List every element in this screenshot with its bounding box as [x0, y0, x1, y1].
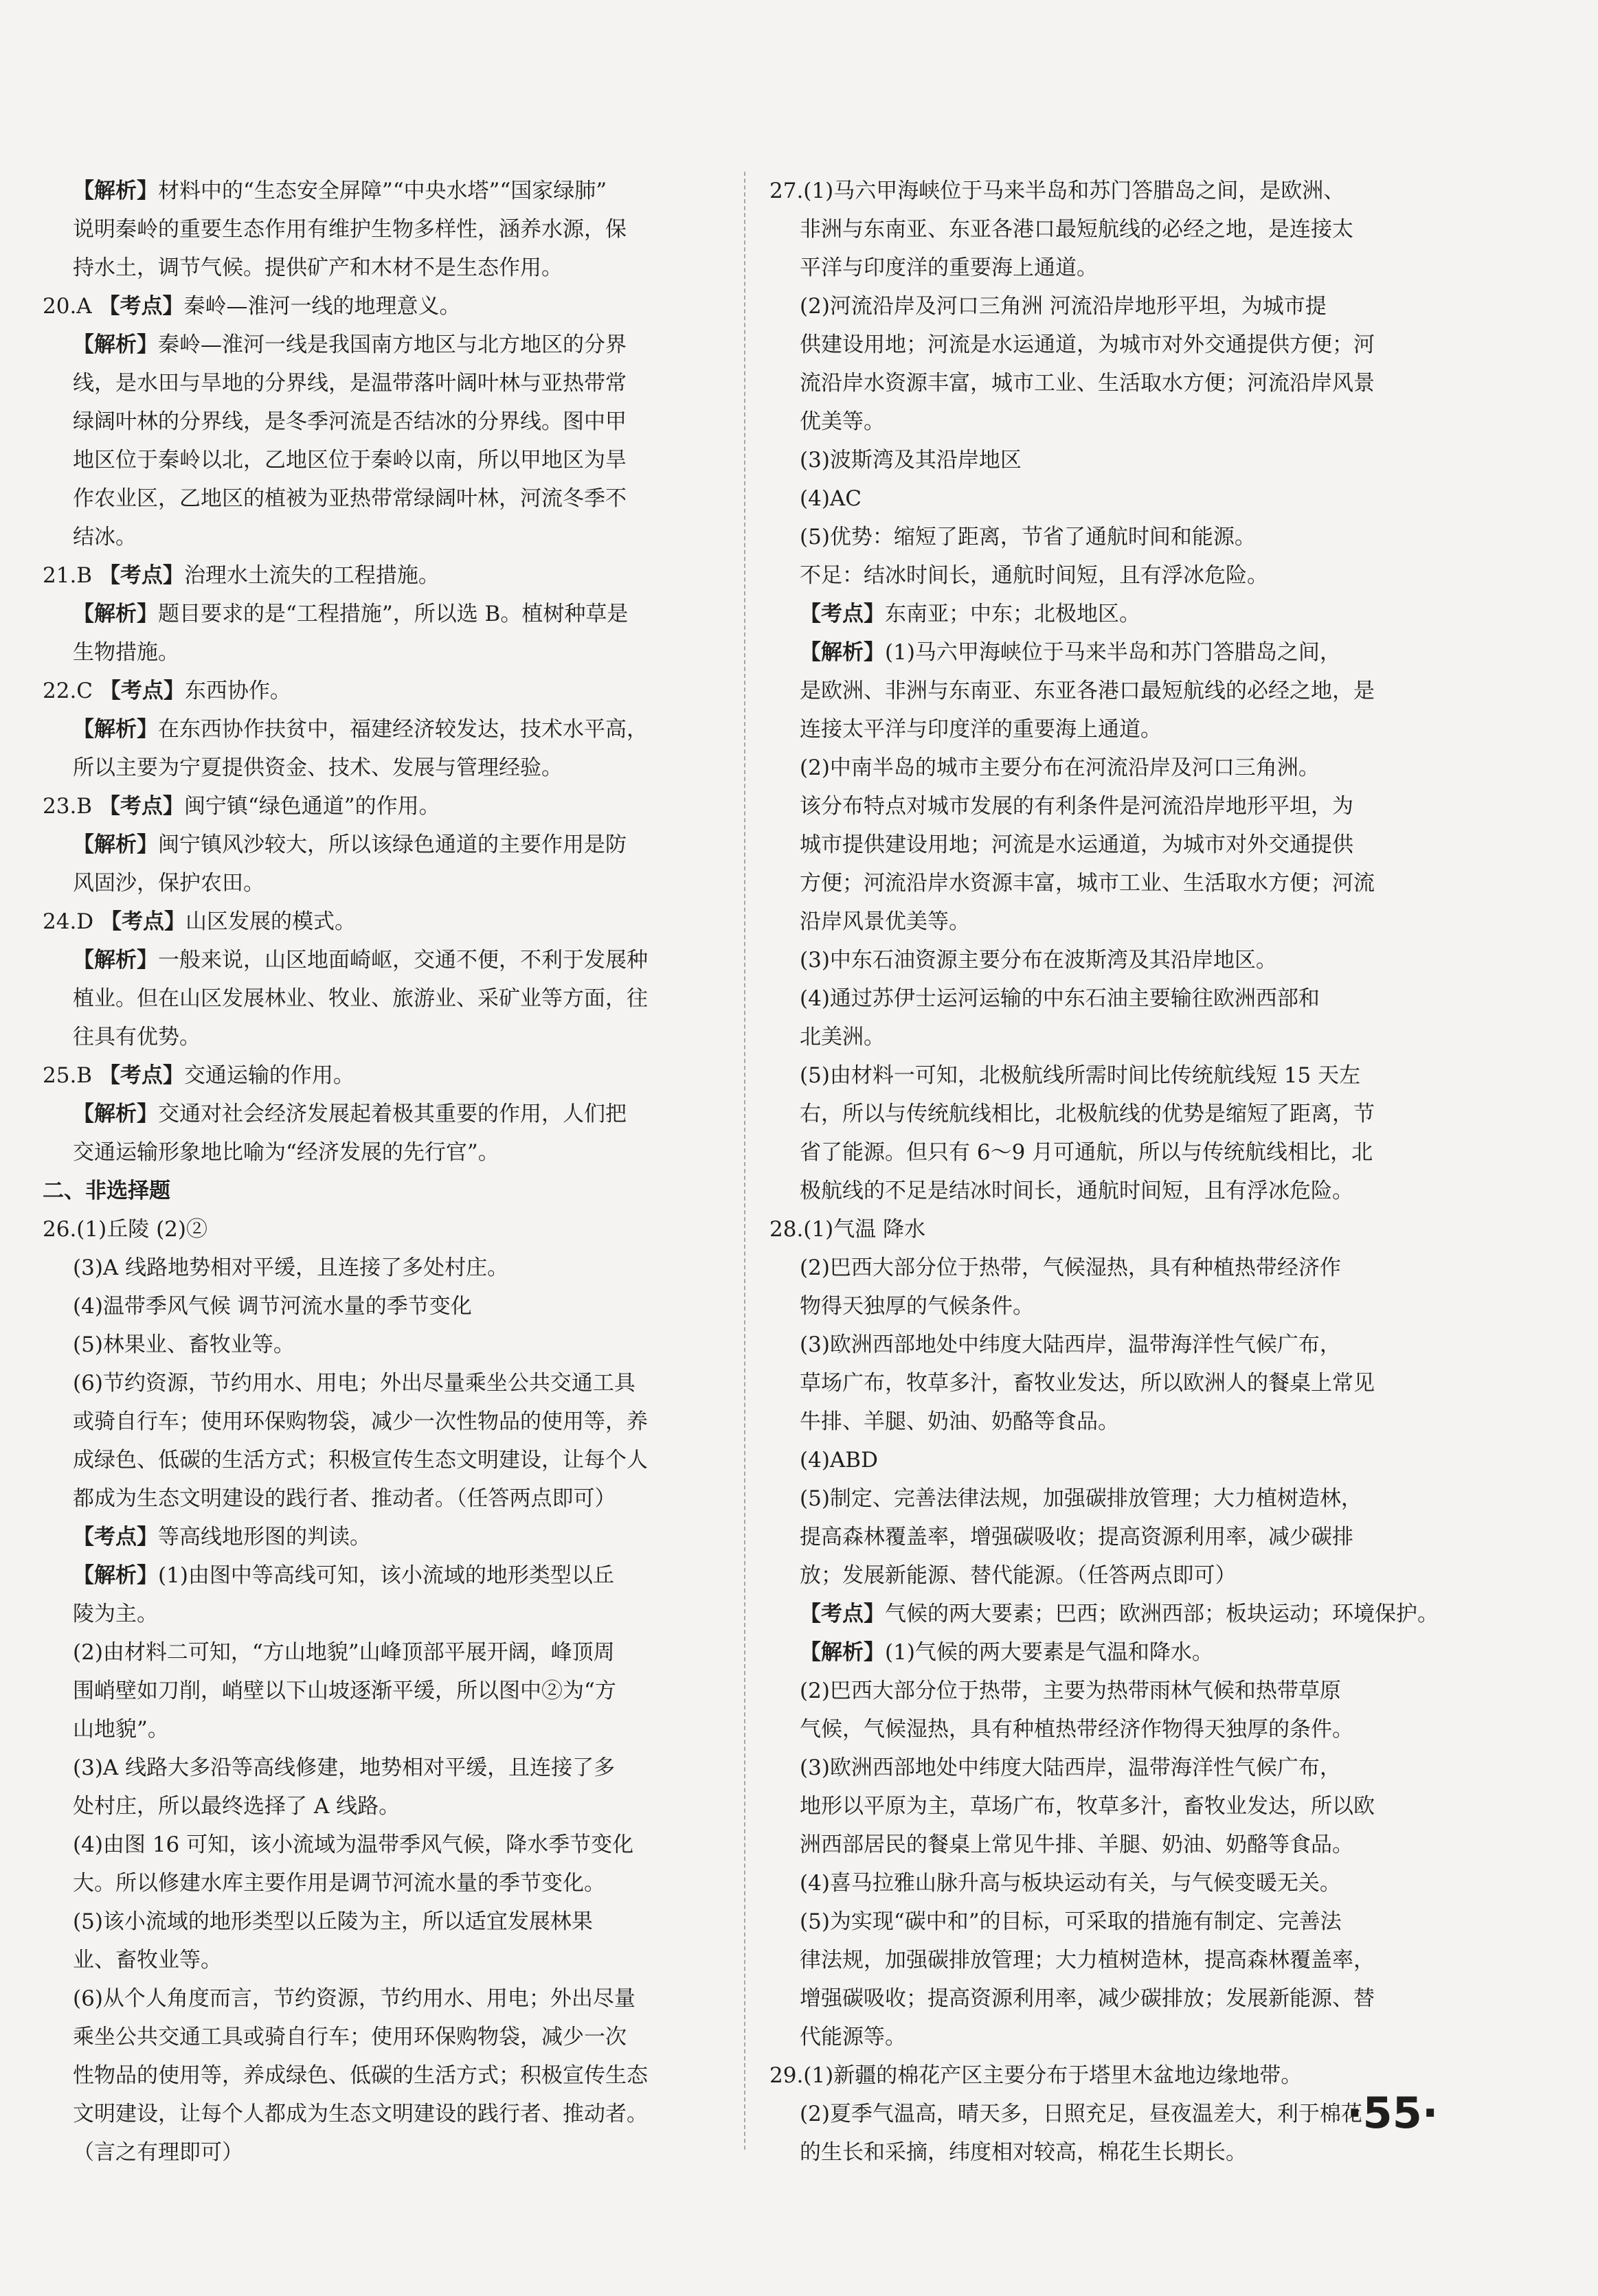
- text-line: 风固沙，保护农田。: [73, 871, 265, 896]
- text-line: 【解析】题目要求的是“工程措施”，所以选 B。植树种草是: [73, 602, 629, 626]
- text-line: 代能源等。: [800, 2025, 906, 2049]
- text-line: 结冰。: [73, 525, 137, 549]
- text-line: 乘坐公共交通工具或骑自行车；使用环保购物袋，减少一次: [73, 2025, 627, 2049]
- text-line: 植业。但在山区发展林业、牧业、旅游业、采矿业等方面，往: [73, 986, 648, 1011]
- text-line: 右，所以与传统航线相比，北极航线的优势是缩短了距离，节: [800, 1102, 1375, 1126]
- text-line: 25.B 【考点】交通运输的作用。: [43, 1063, 355, 1088]
- text-line: 26.(1)丘陵 (2)②: [43, 1217, 207, 1242]
- text-line: 优美等。: [800, 409, 885, 434]
- text-line: (4)由图 16 可知，该小流域为温带季风气候，降水季节变化: [73, 1832, 634, 1857]
- text-line: 说明秦岭的重要生态作用有维护生物多样性，涵养水源，保: [73, 217, 627, 242]
- text-line: 草场广布，牧草多汁，畜牧业发达，所以欧洲人的餐桌上常见: [800, 1371, 1375, 1396]
- text-line: 二、非选择题: [43, 1179, 170, 1203]
- text-line: 都成为生态文明建设的践行者、推动者。（任答两点即可）: [73, 1486, 616, 1511]
- text-line: 作农业区，乙地区的植被为亚热带常绿阔叶林，河流冬季不: [73, 486, 627, 511]
- text-line: 23.B 【考点】闽宁镇“绿色通道”的作用。: [43, 794, 440, 819]
- text-line: 【解析】在东西协作扶贫中，福建经济较发达，技术水平高，: [73, 717, 648, 742]
- text-line: 【考点】东南亚；中东；北极地区。: [800, 602, 1140, 626]
- text-line: 不足：结冰时间长，通航时间短，且有浮冰危险。: [800, 563, 1268, 588]
- column-divider: [744, 172, 745, 2150]
- text-line: (2)河流沿岸及河口三角洲 河流沿岸地形平坦，为城市提: [800, 294, 1327, 319]
- text-line: (5)该小流域的地形类型以丘陵为主，所以适宜发展林果: [73, 1909, 593, 1934]
- text-line: 平洋与印度洋的重要海上通道。: [800, 255, 1098, 280]
- text-line: 极航线的不足是结冰时间长，通航时间短，且有浮冰危险。: [800, 1179, 1353, 1203]
- left-column: [43, 172, 730, 2172]
- text-line: 或骑自行车；使用环保购物袋，减少一次性物品的使用等，养: [73, 1409, 648, 1434]
- text-line: 是欧洲、非洲与东南亚、东亚各港口最短航线的必经之地，是: [800, 679, 1375, 703]
- text-line: 流沿岸水资源丰富，城市工业、生活取水方便；河流沿岸风景: [800, 371, 1375, 396]
- text-line: (4)ABD: [800, 1448, 878, 1473]
- text-line: (3)中东石油资源主要分布在波斯湾及其沿岸地区。: [800, 948, 1277, 973]
- text-line: （言之有理即可）: [73, 2140, 243, 2165]
- text-line: 洲西部居民的餐桌上常见牛排、羊腿、奶油、奶酪等食品。: [800, 1832, 1353, 1857]
- text-line: 物得天独厚的气候条件。: [800, 1294, 1034, 1319]
- text-line: 连接太平洋与印度洋的重要海上通道。: [800, 717, 1162, 742]
- text-line: 北美洲。: [800, 1025, 885, 1049]
- text-line: 地形以平原为主，草场广布，牧草多汁，畜牧业发达，所以欧: [800, 1794, 1375, 1819]
- text-line: 往具有优势。: [73, 1025, 201, 1049]
- text-line: 【解析】秦岭—淮河一线是我国南方地区与北方地区的分界: [73, 332, 627, 357]
- text-line: 沿岸风景优美等。: [800, 909, 970, 934]
- text-line: 律法规，加强碳排放管理；大力植树造林，提高森林覆盖率，: [800, 1948, 1375, 1973]
- right-column: [769, 172, 1463, 2172]
- text-line: 气候，气候湿热，具有种植热带经济作物得天独厚的条件。: [800, 1717, 1353, 1742]
- text-line: 放；发展新能源、替代能源。（任答两点即可）: [800, 1563, 1237, 1588]
- text-line: 线，是水田与旱地的分界线，是温带落叶阔叶林与亚热带常: [73, 371, 627, 396]
- text-line: 【解析】一般来说，山区地面崎岖，交通不便，不利于发展种: [73, 948, 648, 973]
- text-line: 28.(1)气温 降水: [769, 1217, 926, 1242]
- text-line: 大。所以修建水库主要作用是调节河流水量的季节变化。: [73, 1871, 605, 1896]
- text-line: 所以主要为宁夏提供资金、技术、发展与管理经验。: [73, 755, 563, 780]
- text-line: (4)温带季风气候 调节河流水量的季节变化: [73, 1294, 472, 1319]
- text-line: 成绿色、低碳的生活方式；积极宣传生态文明建设，让每个人: [73, 1448, 648, 1473]
- text-line: 性物品的使用等，养成绿色、低碳的生活方式；积极宣传生态: [73, 2063, 648, 2088]
- text-line: (3)波斯湾及其沿岸地区: [800, 448, 1022, 473]
- text-line: 24.D 【考点】山区发展的模式。: [43, 909, 357, 934]
- text-line: 29.(1)新疆的棉花产区主要分布于塔里木盆地边缘地带。: [769, 2063, 1303, 2088]
- text-line: 陵为主。: [73, 1602, 158, 1626]
- text-line: (4)喜马拉雅山脉升高与板块运动有关，与气候变暖无关。: [800, 1871, 1341, 1896]
- text-line: 山地貌”。: [73, 1717, 169, 1742]
- text-line: 的生长和采摘，纬度相对较高，棉花生长期长。: [800, 2140, 1247, 2165]
- text-line: 供建设用地；河流是水运通道，为城市对外交通提供方便；河: [800, 332, 1375, 357]
- text-line: 该分布特点对城市发展的有利条件是河流沿岸地形平坦，为: [800, 794, 1353, 819]
- text-line: (2)巴西大部分位于热带，主要为热带雨林气候和热带草原: [800, 1679, 1341, 1703]
- text-line: 21.B 【考点】治理水土流失的工程措施。: [43, 563, 440, 588]
- text-line: 增强碳吸收；提高资源利用率，减少碳排放；发展新能源、替: [800, 1986, 1375, 2011]
- text-line: (3)欧洲西部地处中纬度大陆西岸，温带海洋性气候广布，: [800, 1332, 1341, 1357]
- text-line: 持水土，调节气候。提供矿产和木材不是生态作用。: [73, 255, 563, 280]
- text-line: 生物措施。: [73, 640, 179, 665]
- text-line: 围峭壁如刀削，峭壁以下山坡逐渐平缓，所以图中②为“方: [73, 1679, 616, 1703]
- text-line: 【考点】气候的两大要素；巴西；欧洲西部；板块运动；环境保护。: [800, 1602, 1439, 1626]
- text-line: (2)巴西大部分位于热带，气候湿热，具有种植热带经济作: [800, 1255, 1341, 1280]
- text-line: 20.A 【考点】秦岭—淮河一线的地理意义。: [43, 294, 461, 319]
- text-line: (2)由材料二可知，“方山地貌”山峰顶部平展开阔，峰顶周: [73, 1640, 615, 1665]
- text-line: (6)从个人角度而言，节约资源，节约用水、用电；外出尽量: [73, 1986, 635, 2011]
- page-number: ·55·: [1347, 2088, 1439, 2138]
- text-line: (3)A 线路大多沿等高线修建，地势相对平缓，且连接了多: [73, 1755, 616, 1780]
- text-line: (5)优势：缩短了距离，节省了通航时间和能源。: [800, 525, 1256, 549]
- text-line: (5)由材料一可知，北极航线所需时间比传统航线短 15 天左: [800, 1063, 1361, 1088]
- text-line: (6)节约资源，节约用水、用电；外出尽量乘坐公共交通工具: [73, 1371, 635, 1396]
- text-line: 【解析】交通对社会经济发展起着极其重要的作用，人们把: [73, 1102, 627, 1126]
- text-line: 文明建设，让每个人都成为生态文明建设的践行者、推动者。: [73, 2102, 648, 2126]
- text-line: 【考点】等高线地形图的判读。: [73, 1525, 371, 1549]
- text-line: 方便；河流沿岸水资源丰富，城市工业、生活取水方便；河流: [800, 871, 1375, 896]
- text-line: (5)为实现“碳中和”的目标，可采取的措施有制定、完善法: [800, 1909, 1342, 1934]
- text-line: 业、畜牧业等。: [73, 1948, 222, 1973]
- text-line: 绿阔叶林的分界线，是冬季河流是否结冰的分界线。图中甲: [73, 409, 627, 434]
- text-line: (3)A 线路地势相对平缓，且连接了多处村庄。: [73, 1255, 509, 1280]
- text-line: 处村庄，所以最终选择了 A 线路。: [73, 1794, 401, 1819]
- text-line: 【解析】闽宁镇风沙较大，所以该绿色通道的主要作用是防: [73, 832, 627, 857]
- text-line: (2)夏季气温高，晴天多，日照充足，昼夜温差大，利于棉花: [800, 2102, 1362, 2126]
- text-line: 【解析】材料中的“生态安全屏障”“中央水塔”“国家绿肺”: [73, 179, 607, 203]
- text-line: 提高森林覆盖率，增强碳吸收；提高资源利用率，减少碳排: [800, 1525, 1353, 1549]
- text-line: 交通运输形象地比喻为“经济发展的先行官”。: [73, 1140, 499, 1165]
- text-line: 【解析】(1)气候的两大要素是气温和降水。: [800, 1640, 1213, 1665]
- text-line: 城市提供建设用地；河流是水运通道，为城市对外交通提供: [800, 832, 1353, 857]
- text-line: 22.C 【考点】东西协作。: [43, 679, 291, 703]
- text-line: 牛排、羊腿、奶油、奶酪等食品。: [800, 1409, 1119, 1434]
- text-line: 【解析】(1)由图中等高线可知，该小流域的地形类型以丘: [73, 1563, 614, 1588]
- text-line: (5)制定、完善法律法规，加强碳排放管理；大力植树造林，: [800, 1486, 1362, 1511]
- text-line: 地区位于秦岭以北，乙地区位于秦岭以南，所以甲地区为旱: [73, 448, 627, 473]
- text-line: (2)中南半岛的城市主要分布在河流沿岸及河口三角洲。: [800, 755, 1320, 780]
- text-line: (5)林果业、畜牧业等。: [73, 1332, 295, 1357]
- text-line: 省了能源。但只有 6～9 月可通航，所以与传统航线相比，北: [800, 1140, 1373, 1165]
- text-line: (4)通过苏伊士运河运输的中东石油主要输往欧洲西部和: [800, 986, 1320, 1011]
- text-line: 27.(1)马六甲海峡位于马来半岛和苏门答腊岛之间，是欧洲、: [769, 179, 1345, 203]
- text-line: (4)AC: [800, 486, 862, 511]
- text-line: (3)欧洲西部地处中纬度大陆西岸，温带海洋性气候广布，: [800, 1755, 1341, 1780]
- text-line: 【解析】(1)马六甲海峡位于马来半岛和苏门答腊岛之间，: [800, 640, 1341, 665]
- text-line: 非洲与东南亚、东亚各港口最短航线的必经之地，是连接太: [800, 217, 1353, 242]
